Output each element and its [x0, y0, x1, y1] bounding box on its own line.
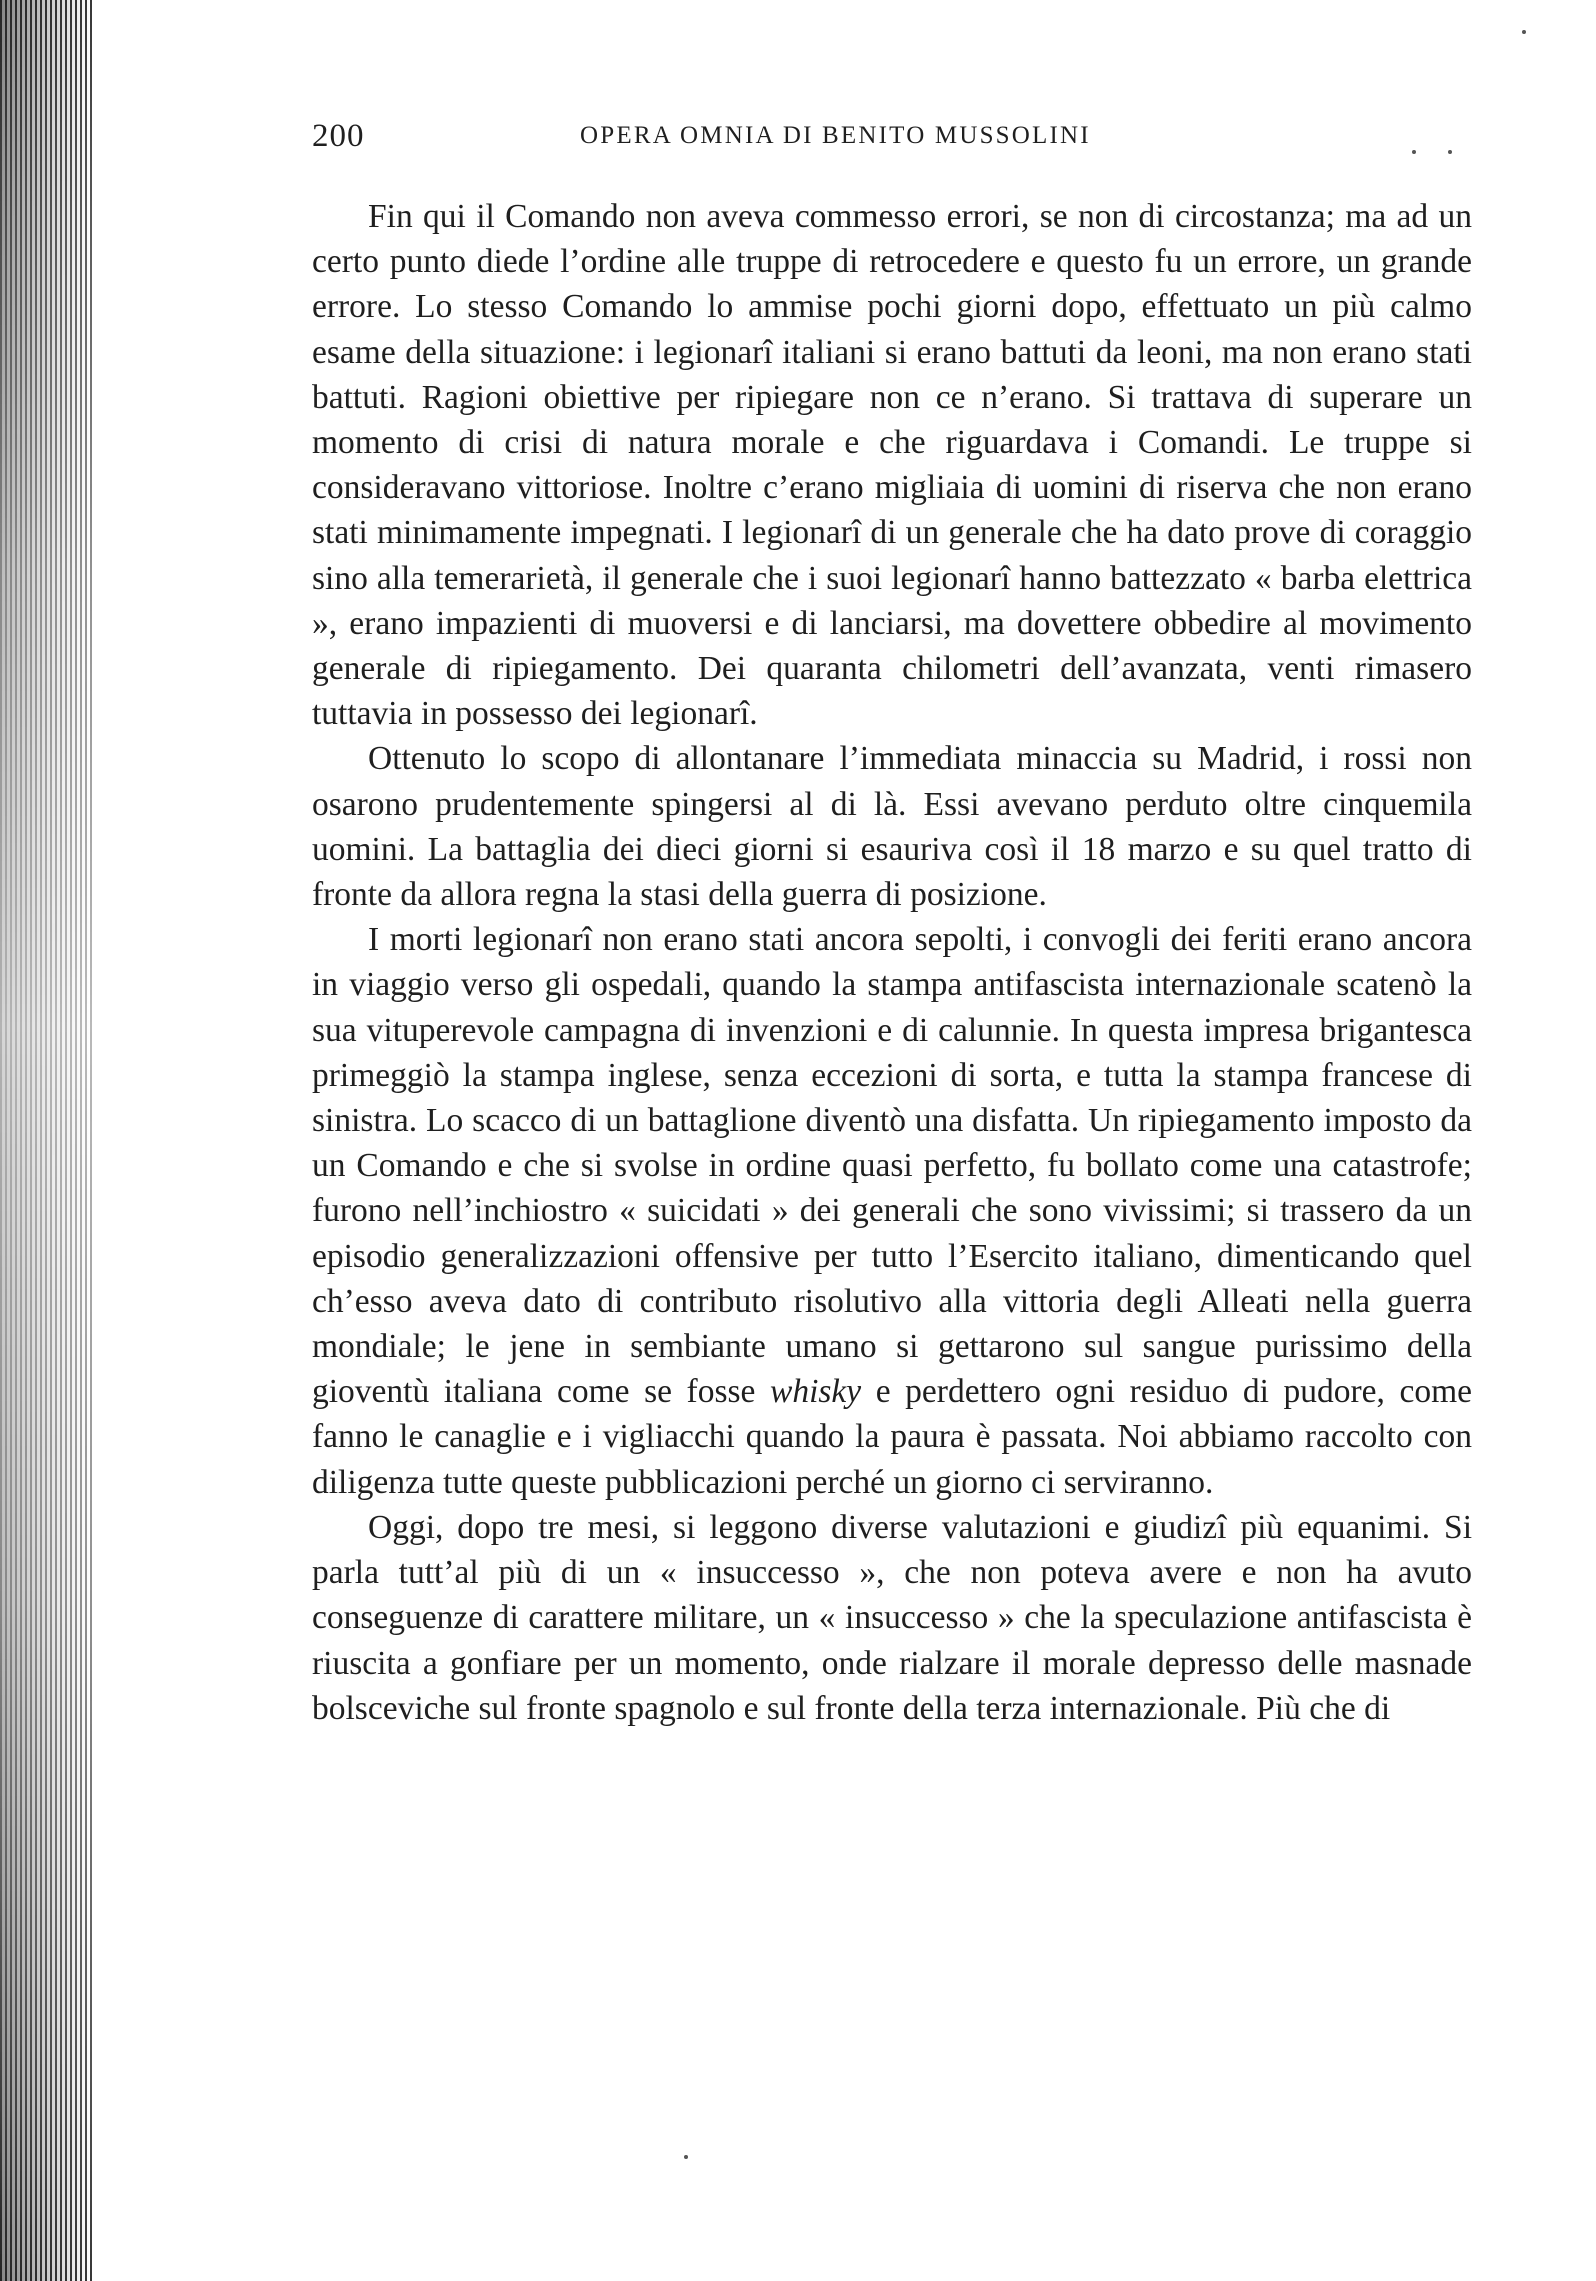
scan-speck: [684, 2155, 688, 2159]
body-text: [312, 194, 1472, 1731]
paragraph: I morti legionarî non erano stati ancora sepolti, i convogli dei feriti erano ancora in viaggio verso gli ospedali, quando la stampa antifascista internazionale scatenò la sua vituperevole campagna di invenzioni e di calunnie. In questa impresa brigantesca primeggiò la stampa inglese, senza eccezioni di sorta, e tutta la stampa francese di sinistra. Lo scacco di un battaglione diventò una disfatta. Un ripiegamento imposto da un Comando e che si svolse in ordine quasi perfetto, fu bollato come una catastrofe; furono nell’inchiostro « suicidati » dei generali che sono vivissimi; si trassero da un episodio generalizzazioni offensive per tutto l’Esercito italiano, dimenticando quel ch’esso aveva dato di contributo risolutivo alla vittoria degli Alleati nella guerra mondiale; le jene in sembiante umano si gettarono sul sangue purissimo della gioventù italiana come se fosse whisky e perdettero ogni residuo di pudore, come fanno le canaglie e i vigliacchi quando la paura è passata. Noi abbiamo raccolto con diligenza tutte queste pubblicazioni perché un giorno ci serviranno.: [312, 921, 1472, 1501]
paragraph: Oggi, dopo tre mesi, si leggono diverse valutazioni e giudizî più equanimi. Si parla tutt’al più di un « insuccesso », che non poteva avere e non ha avuto conseguenze di carattere militare, un « insuccesso » che la speculazione antifascista è riuscita a gonfiare per un momento, onde rialzare il morale depresso delle masnade bolsceviche sul fronte spagnolo e sul fronte della terza internazionale. Più che di: [312, 1508, 1472, 1727]
scan-speck: [1522, 30, 1526, 34]
paragraph: Ottenuto lo scopo di allontanare l’immediata minaccia su Madrid, i rossi non osarono prudentemente spingersi al di là. Essi avevano perduto oltre cinquemila uomini. La battaglia dei dieci giorni si esauriva così il 18 marzo e su quel tratto di fronte da allora regna la stasi della guerra di posizione.: [312, 740, 1472, 914]
running-title: OPERA OMNIA DI BENITO MUSSOLINI: [580, 122, 1091, 149]
scan-binding-edge: [0, 0, 92, 2281]
page-header: [312, 118, 1472, 168]
page-number: 200: [312, 118, 365, 154]
paragraph: Fin qui il Comando non aveva commesso errori, se non di circostanza; ma ad un certo punto diede l’ordine alle truppe di retrocedere e questo fu un errore, un grande errore. Lo stesso Comando lo ammise pochi giorni dopo, effettuato un più calmo esame della situazione: i legionarî italiani si erano battuti da leoni, ma non erano stati battuti. Ragioni obiettive per ripiegare non ce n’erano. Si trattava di superare un momento di crisi di natura morale e che riguardava i Comandi. Le truppe si consideravano vittoriose. Inoltre c’erano migliaia di uomini di riserva che non erano stati minimamente impegnati. I legionarî di un generale che ha dato prove di coraggio sino alla temerarietà, il generale che i suoi legionarî hanno battezzato « barba elettrica », erano impazienti di muoversi e di lanciarsi, ma dovettere obbedire al movimento generale di ripiegamento. Dei quaranta chilometri dell’avanzata, venti rimasero tuttavia in possesso dei legionarî.: [312, 198, 1472, 733]
